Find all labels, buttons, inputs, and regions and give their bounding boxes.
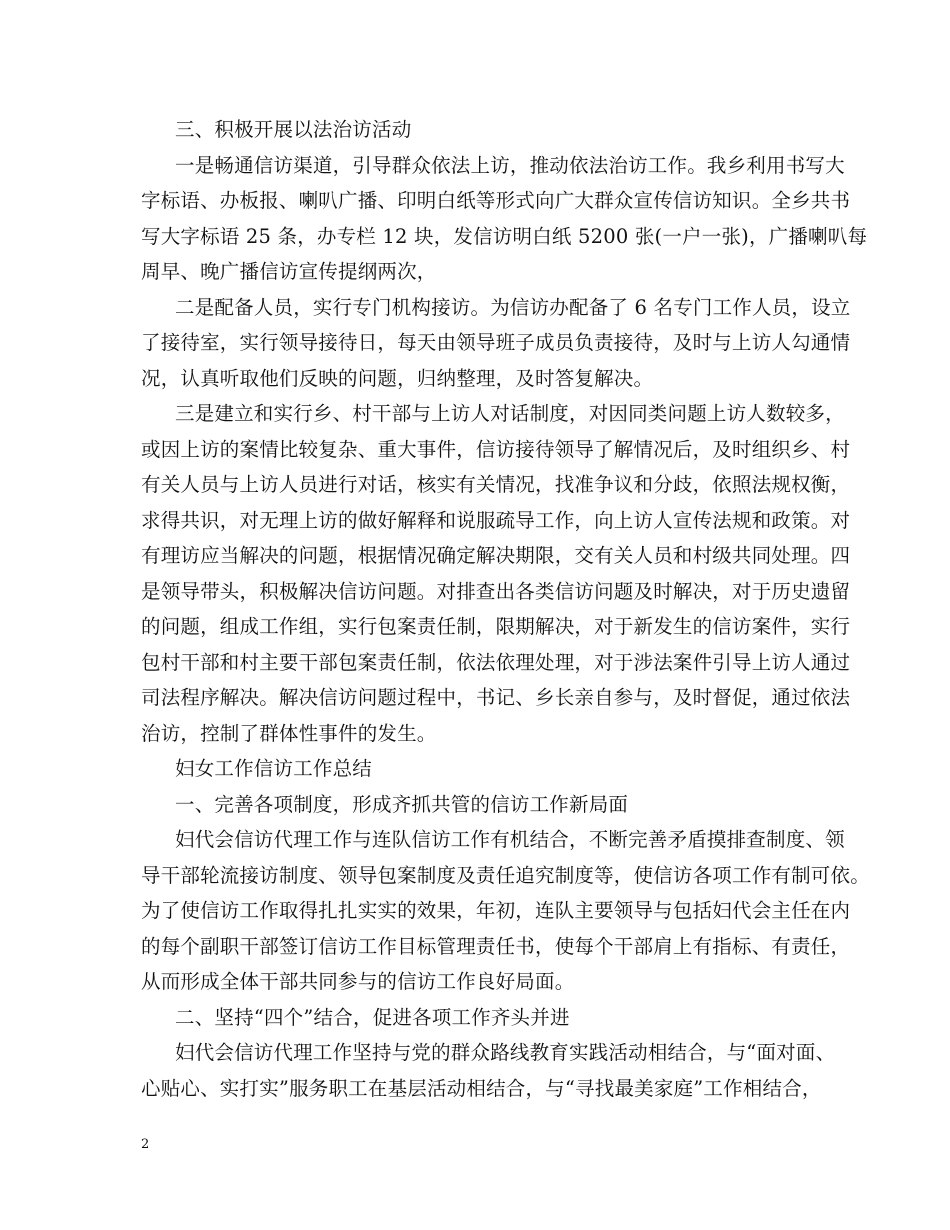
paragraph-line: 三是建立和实行乡、村干部与上访人对话制度，对因同类问题上访人数较多， <box>175 402 845 425</box>
section-heading: 二、坚持“四个”结合，促进各项工作齐头并进 <box>175 1005 570 1029</box>
paragraph-line: 求得共识，对无理上访的做好解释和说服疏导工作，向上访人宣传法规和政策。对 <box>141 508 851 532</box>
paragraph-line: 治访，控制了群体性事件的发生。 <box>141 721 437 745</box>
paragraph-line: 的问题，组成工作组，实行包案责任制，限期解决，对于新发生的信访案件，实行 <box>141 615 851 638</box>
paragraph-line: 或因上访的案情比较复杂、重大事件，信访接待领导了解情况后，及时组织乡、村 <box>141 437 851 461</box>
paragraph-line: 有理访应当解决的问题，根据情况确定解决期限，交有关人员和村级共同处理。四 <box>141 544 851 567</box>
paragraph-line: 导干部轮流接访制度、领导包案制度及责任追究制度等，使信访各项工作有制可依。 <box>141 863 870 887</box>
paragraph-line: 二是配备人员，实行专门机构接访。为信访办配备了 6 名专门工作人员，设立 <box>175 295 851 319</box>
paragraph-line: 一是畅通信访渠道，引导群众依法上访，推动依法治访工作。我乡利用书写大 <box>175 153 845 177</box>
paragraph-line: 的每个副职干部签订信访工作目标管理责任书，使每个干部肩上有指标、有责任， <box>141 934 851 958</box>
document-title: 妇女工作信访工作总结 <box>175 757 373 780</box>
paragraph-line: 是领导带头，积极解决信访问题。对排查出各类信访问题及时解决，对于历史遗留 <box>141 579 851 603</box>
section-heading: 一、完善各项制度，形成齐抓共管的信访工作新局面 <box>175 792 629 816</box>
paragraph-line: 心贴心、实打实”服务职工在基层活动相结合，与“寻找最美家庭”工作相结合， <box>141 1076 822 1100</box>
paragraph-line: 妇代会信访代理工作坚持与党的群众路线教育实践活动相结合，与“面对面、 <box>175 1041 836 1064</box>
page-number: 2 <box>141 1137 150 1152</box>
paragraph-line: 包村干部和村主要干部包案责任制，依法依理处理，对于涉法案件引导上访人通过 <box>141 650 851 674</box>
paragraph-line: 周早、晚广播信访宣传提纲两次， <box>141 260 437 283</box>
paragraph-line: 写大字标语 25 条，办专栏 12 块，发信访明白纸 5200 张(一户一张)，广播喇叭每 <box>141 224 868 248</box>
document-body <box>141 112 870 1106</box>
paragraph-line: 司法程序解决。解决信访问题过程中，书记、乡长亲自参与，及时督促，通过依法 <box>141 686 851 709</box>
paragraph-line: 况，认真听取他们反映的问题，归纳整理，及时答复解决。 <box>141 366 654 390</box>
paragraph-line: 妇代会信访代理工作与连队信访工作有机结合，不断完善矛盾摸排查制度、领 <box>175 828 845 851</box>
section-heading: 三、积极开展以法治访活动 <box>175 118 412 141</box>
paragraph-line: 有关人员与上访人员进行对话，核实有关情况，找准争议和分歧，依照法规权衡， <box>141 473 851 496</box>
paragraph-line: 了接待室，实行领导接待日，每天由领导班子成员负责接待，及时与上访人勾通情 <box>141 331 851 354</box>
paragraph-line: 从而形成全体干部共同参与的信访工作良好局面。 <box>141 970 575 993</box>
paragraph-line: 为了使信访工作取得扎扎实实的效果，年初，连队主要领导与包括妇代会主任在内 <box>141 899 851 922</box>
paragraph-line: 字标语、办板报、喇叭广播、印明白纸等形式向广大群众宣传信访知识。全乡共书 <box>141 189 851 212</box>
